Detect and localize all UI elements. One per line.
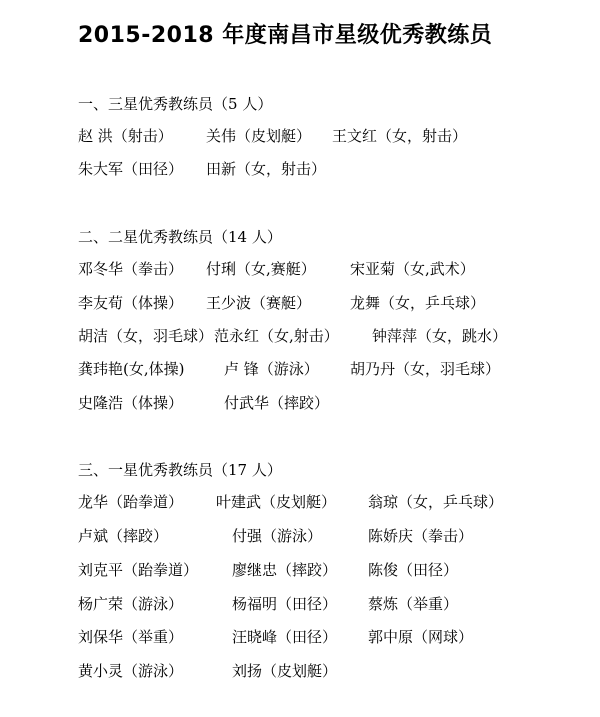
coach-row: [78, 660, 598, 682]
coach-entry: 刘保华（举重）: [78, 628, 184, 646]
coach-entry: 赵 洪（射击）: [78, 127, 173, 145]
coach-entry: 廖继忠（摔跤）: [232, 561, 338, 579]
coach-row: [78, 325, 598, 347]
coach-entry: 朱大军（田径）: [78, 160, 184, 178]
coach-row: [78, 258, 598, 280]
section-heading-two-star: 二、二星优秀教练员（14 人）: [78, 228, 282, 246]
coach-entry: 杨广荣（游泳）: [78, 595, 184, 613]
coach-entry: 胡洁（女，羽毛球）: [78, 327, 214, 345]
coach-row: [78, 125, 598, 147]
coach-entry: 翁琼（女，乒乓球）: [368, 493, 504, 511]
section-heading-one-star: 三、一星优秀教练员（17 人）: [78, 461, 282, 479]
coach-entry: 王文红（女，射击）: [332, 127, 468, 145]
coach-row: [78, 358, 598, 380]
coach-row: [78, 292, 598, 314]
coach-entry: 叶建武（皮划艇）: [216, 493, 337, 511]
coach-row: [78, 392, 598, 414]
coach-entry: 范永红（女,射击）: [214, 327, 339, 345]
coach-entry: 刘克平（跆拳道）: [78, 561, 199, 579]
coach-entry: 胡乃丹（女，羽毛球）: [350, 360, 501, 378]
coach-entry: 龙舞（女，乒乓球）: [350, 294, 486, 312]
coach-entry: 宋亚菊（女,武术）: [350, 260, 475, 278]
coach-row: [78, 158, 598, 180]
coach-entry: 刘扬（皮划艇）: [232, 662, 338, 680]
coach-row: [78, 491, 598, 513]
coach-entry: 龙华（跆拳道）: [78, 493, 184, 511]
coach-entry: 邓冬华（拳击）: [78, 260, 184, 278]
coach-entry: 陈俊（田径）: [368, 561, 459, 579]
coach-entry: 王少波（赛艇）: [206, 294, 312, 312]
coach-row: [78, 626, 598, 648]
coach-row: [78, 593, 598, 615]
coach-entry: 钟萍萍（女，跳水）: [372, 327, 508, 345]
coach-row: [78, 525, 598, 547]
coach-entry: 李友荀（体操）: [78, 294, 184, 312]
coach-entry: 陈娇庆（拳击）: [368, 527, 474, 545]
document-title: 2015-2018 年度南昌市星级优秀教练员: [78, 23, 493, 48]
coach-entry: 付强（游泳）: [232, 527, 323, 545]
coach-entry: 付武华（摔跤）: [224, 394, 330, 412]
coach-entry: 卢 锋（游泳）: [224, 360, 319, 378]
coach-entry: 卢斌（摔跤）: [78, 527, 169, 545]
coach-row: [78, 559, 598, 581]
coach-entry: 蔡炼（举重）: [368, 595, 459, 613]
coach-entry: 郭中原（网球）: [368, 628, 474, 646]
section-heading-three-star: 一、三星优秀教练员（5 人）: [78, 95, 273, 113]
coach-entry: 付琍（女,赛艇）: [206, 260, 316, 278]
coach-entry: 田新（女，射击）: [206, 160, 327, 178]
coach-entry: 史隆浩（体操）: [78, 394, 184, 412]
coach-entry: 汪晓峰（田径）: [232, 628, 338, 646]
coach-entry: 黄小灵（游泳）: [78, 662, 184, 680]
coach-entry: 龚玮艳(女,体操): [78, 360, 185, 378]
coach-entry: 杨福明（田径）: [232, 595, 338, 613]
coach-entry: 关伟（皮划艇）: [206, 127, 312, 145]
